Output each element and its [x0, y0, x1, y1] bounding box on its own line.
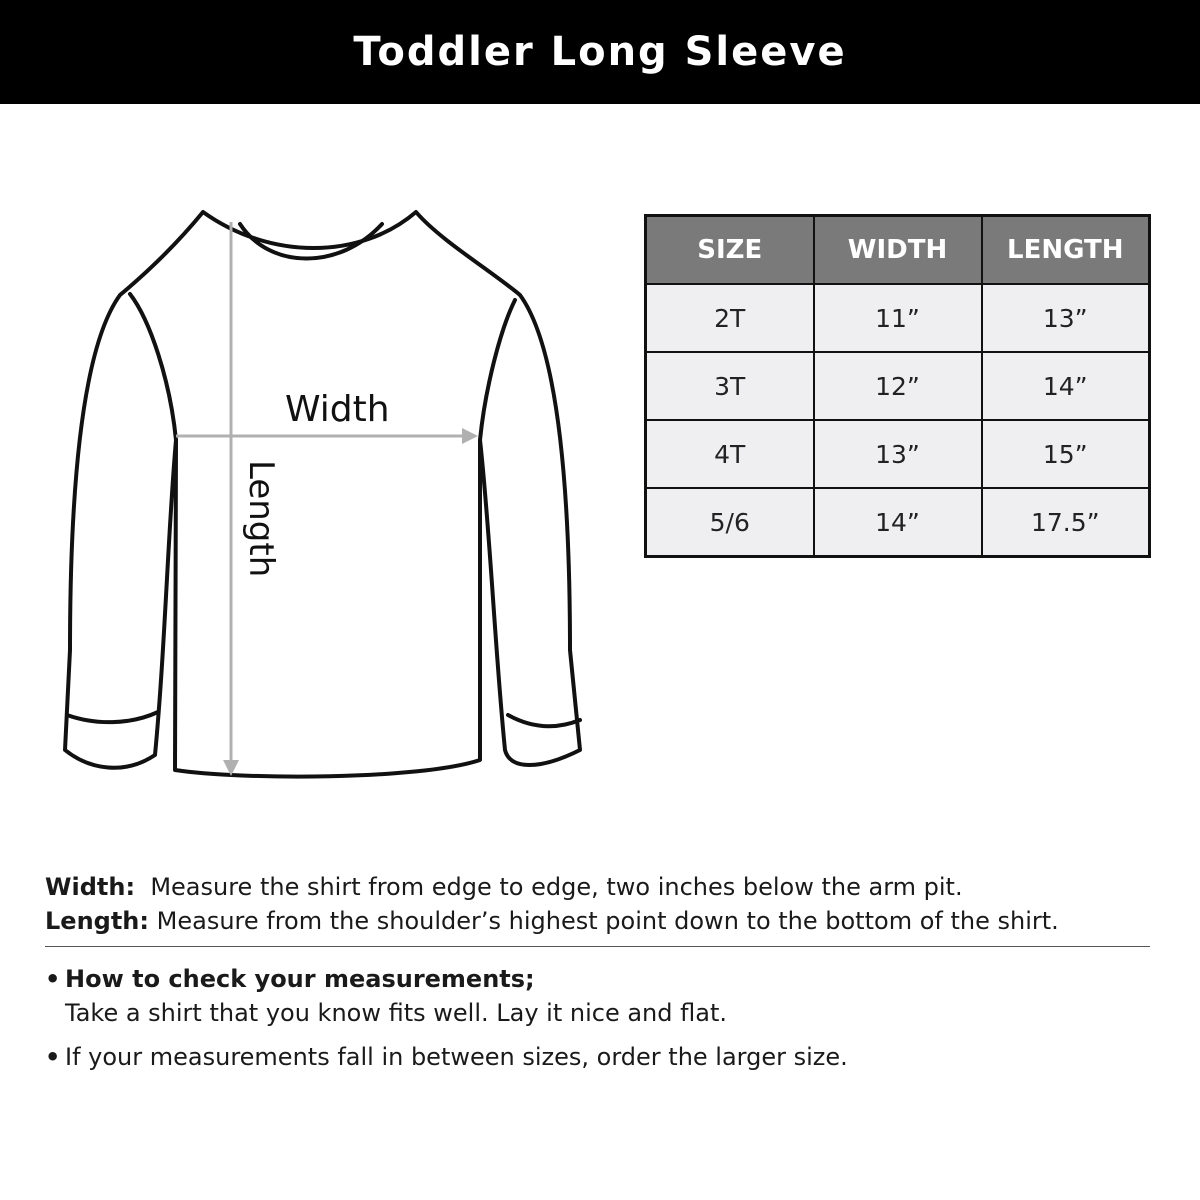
- width-term: Width:: [45, 873, 136, 901]
- bullet-icon: •: [45, 965, 61, 993]
- tips-heading-text: Take a shirt that you know fits well. Lay it nice and flat.: [65, 999, 727, 1027]
- table-row: [646, 420, 1150, 488]
- length-definition: [45, 904, 1165, 938]
- column-header-size: SIZE: [646, 216, 814, 285]
- bullet-icon: •: [45, 1043, 61, 1071]
- length-term: Length:: [45, 907, 149, 935]
- measurement-definitions: [45, 870, 1165, 938]
- column-header-length: LENGTH: [982, 216, 1150, 285]
- width-cell: 12”: [814, 352, 982, 420]
- table-header-row: [646, 216, 1150, 285]
- width-arrow-head: [462, 428, 478, 444]
- tips-second: If your measurements fall in between sizes, order the larger size.: [65, 1043, 848, 1071]
- tips-heading: How to check your measurements;: [65, 965, 535, 993]
- width-cell: 11”: [814, 284, 982, 352]
- column-header-width: WIDTH: [814, 216, 982, 285]
- length-description: Measure from the shoulder’s highest point down to the bottom of the shirt.: [156, 907, 1059, 935]
- length-label: Length: [241, 460, 281, 578]
- list-item: [45, 1040, 1165, 1074]
- page-header: [0, 0, 1200, 104]
- section-divider: [45, 946, 1150, 947]
- width-definition: [45, 870, 1165, 904]
- size-cell: 3T: [646, 352, 814, 420]
- right-cuff-line: [508, 715, 580, 726]
- list-item: [45, 962, 1165, 996]
- table-row: [646, 352, 1150, 420]
- table-row: [646, 488, 1150, 557]
- left-sleeve-seam: [130, 294, 176, 440]
- size-cell: 5/6: [646, 488, 814, 557]
- length-cell: 14”: [982, 352, 1150, 420]
- width-description: Measure the shirt from edge to edge, two inches below the arm pit.: [150, 873, 963, 901]
- page-title: Toddler Long Sleeve: [353, 29, 847, 75]
- size-cell: 2T: [646, 284, 814, 352]
- length-cell: 15”: [982, 420, 1150, 488]
- width-cell: 13”: [814, 420, 982, 488]
- size-cell: 4T: [646, 420, 814, 488]
- width-cell: 14”: [814, 488, 982, 557]
- left-cuff-line: [67, 712, 158, 722]
- right-sleeve-seam: [480, 300, 515, 440]
- length-cell: 13”: [982, 284, 1150, 352]
- width-label: Width: [285, 389, 390, 430]
- size-table: [644, 214, 1151, 558]
- shirt-diagram: [40, 200, 640, 800]
- shirt-outline: [65, 212, 580, 777]
- table-row: [646, 284, 1150, 352]
- length-cell: 17.5”: [982, 488, 1150, 557]
- measurement-tips: [45, 962, 1165, 1074]
